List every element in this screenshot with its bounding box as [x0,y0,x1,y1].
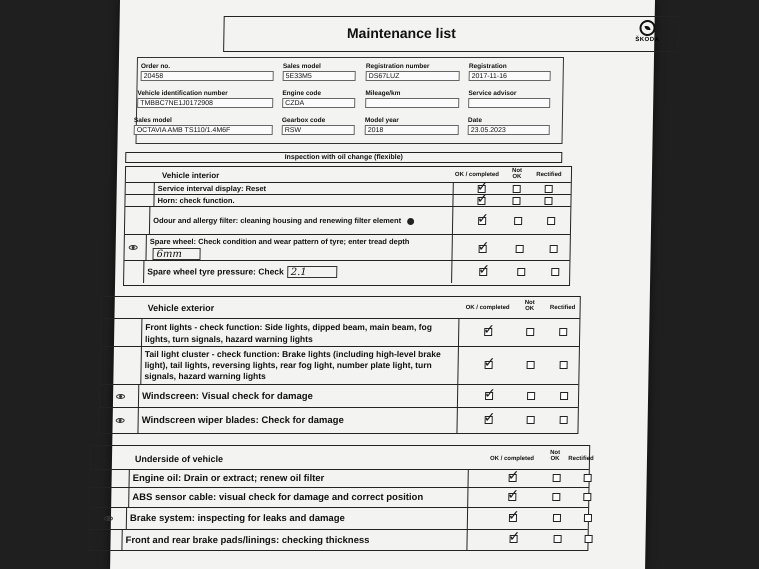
not-ok-checkbox[interactable] [553,514,561,522]
brand-name: ŠKODA [635,37,660,43]
not-ok-checkbox[interactable] [514,217,522,225]
checklist-row: Engine oil: Drain or extract; renew oil filter ✓ [90,470,588,488]
ok-check-mark: ✓ [507,507,520,523]
checklist-row: Odour and allergy filter: cleaning housing and renewing filter element ✓ [125,207,570,235]
rectified-checkbox[interactable] [559,328,567,336]
ok-check-mark: ✓ [484,385,497,401]
inspection-banner: Inspection with oil change (flexible) [125,152,562,163]
ok-check-mark: ✓ [476,178,489,194]
checklist-row: Service interval display: Reset ✓ [126,183,571,195]
not-ok-checkbox[interactable] [517,268,525,276]
visual-check-eye-icon [116,394,125,399]
not-ok-checkbox[interactable] [526,328,534,336]
section-header: Vehicle exterior OK / completed Not OK Rectified [101,297,579,319]
checklist-row: Front lights - check function: Side lights, dipped beam, main beam, fog lights, turn signals, hazard warning lights ✓ [101,319,579,347]
checklist-row: Windscreen wiper blades: Check for damage ✓ [99,408,577,433]
section-header: Vehicle interior OK / completed Not OK Rectified [126,167,571,183]
vehicle-info-panel [135,57,564,144]
not-ok-checkbox[interactable] [516,245,524,253]
checklist-row: Brake system: inspecting for leaks and damage ✓ [90,508,588,530]
ok-check-mark: ✓ [477,210,490,226]
field-sales-model-code: Sales model 5E33M5 [283,63,356,81]
checklist-row: Windscreen: Visual check for damage ✓ [100,385,578,408]
field-gearbox-code: Gearbox code RSW [282,117,355,135]
ok-check-mark: ✓ [476,190,489,206]
not-ok-checkbox[interactable] [527,392,535,400]
rectified-checkbox[interactable] [560,392,568,400]
section-vehicle-exterior [98,296,580,434]
rectified-checkbox[interactable] [585,535,593,543]
visual-check-eye-icon [116,418,125,423]
filter-marker-icon [407,218,414,225]
field-service-advisor: Service advisor [468,90,550,108]
rectified-checkbox[interactable] [544,197,552,205]
skoda-logo [627,20,667,43]
rectified-checkbox[interactable] [583,493,591,501]
rectified-checkbox[interactable] [545,185,553,193]
rectified-checkbox[interactable] [560,416,568,424]
field-sales-model: Sales model OCTAVIA AMB TS110/1.4M6F [134,117,273,135]
skoda-emblem-icon [639,20,655,36]
not-ok-checkbox[interactable] [512,197,520,205]
field-vin: Vehicle identification number TMBBC7NE1J0172908 [137,90,273,108]
ok-check-mark: ✓ [478,261,491,277]
field-date: Date 23.05.2023 [468,117,550,135]
ok-check-mark: ✓ [477,238,490,254]
checklist-row: ABS sensor cable: visual check for damage and correct position ✓ [90,488,588,508]
section-underside-of-vehicle [88,445,594,551]
rectified-checkbox[interactable] [551,268,559,276]
checklist-row: Spare wheel tyre pressure: Check 2.1 ✓ [124,261,569,283]
not-ok-checkbox[interactable] [513,185,521,193]
field-registration-date: Registration 2017-11-16 [469,63,551,81]
section-header: Underside of vehicle OK / completed Not OK Rectified [91,446,589,470]
not-ok-checkbox[interactable] [527,361,535,369]
not-ok-checkbox[interactable] [554,535,562,543]
checklist-row: Spare wheel: Check condition and wear pattern of tyre; enter tread depth6mm ✓ [124,235,569,261]
maintenance-sheet [110,0,660,569]
checklist-row: Front and rear brake pads/linings: checking thickness ✓ [89,530,587,550]
checklist-row: Tail light cluster - check function: Brake lights (including high-level brake light), tail lights, reversing lights, rear fog light, number plate light, turn signals, hazard warning lights ✓ [100,347,579,385]
rectified-checkbox[interactable] [584,474,592,482]
tread-depth-entry[interactable]: 6mm [152,248,200,260]
field-order-no: Order no. 20458 [141,63,274,81]
ok-check-mark: ✓ [508,528,521,544]
ok-check-mark: ✓ [483,409,496,425]
checklist-row: Horn: check function. ✓ [125,195,570,207]
tyre-pressure-entry[interactable]: 2.1 [287,266,337,278]
field-mileage: Mileage/km [365,90,459,108]
visual-check-eye-icon [104,516,113,521]
page-title: Maintenance list [346,25,457,41]
not-ok-checkbox[interactable] [552,493,560,501]
rectified-checkbox[interactable] [584,514,592,522]
visual-check-eye-icon [129,245,138,250]
rectified-checkbox[interactable] [547,217,555,225]
field-model-year: Model year 2018 [365,117,459,135]
rectified-checkbox[interactable] [550,245,558,253]
rectified-checkbox[interactable] [560,361,568,369]
field-registration-number: Registration number DS67LUZ [366,63,460,81]
ok-check-mark: ✓ [483,321,496,337]
not-ok-checkbox[interactable] [553,474,561,482]
ok-check-mark: ✓ [507,486,520,502]
title-box [223,16,679,52]
section-vehicle-interior [123,166,572,286]
field-engine-code: Engine code CZDA [282,90,355,108]
ok-check-mark: ✓ [483,354,496,370]
ok-check-mark: ✓ [507,467,520,483]
not-ok-checkbox[interactable] [527,416,535,424]
